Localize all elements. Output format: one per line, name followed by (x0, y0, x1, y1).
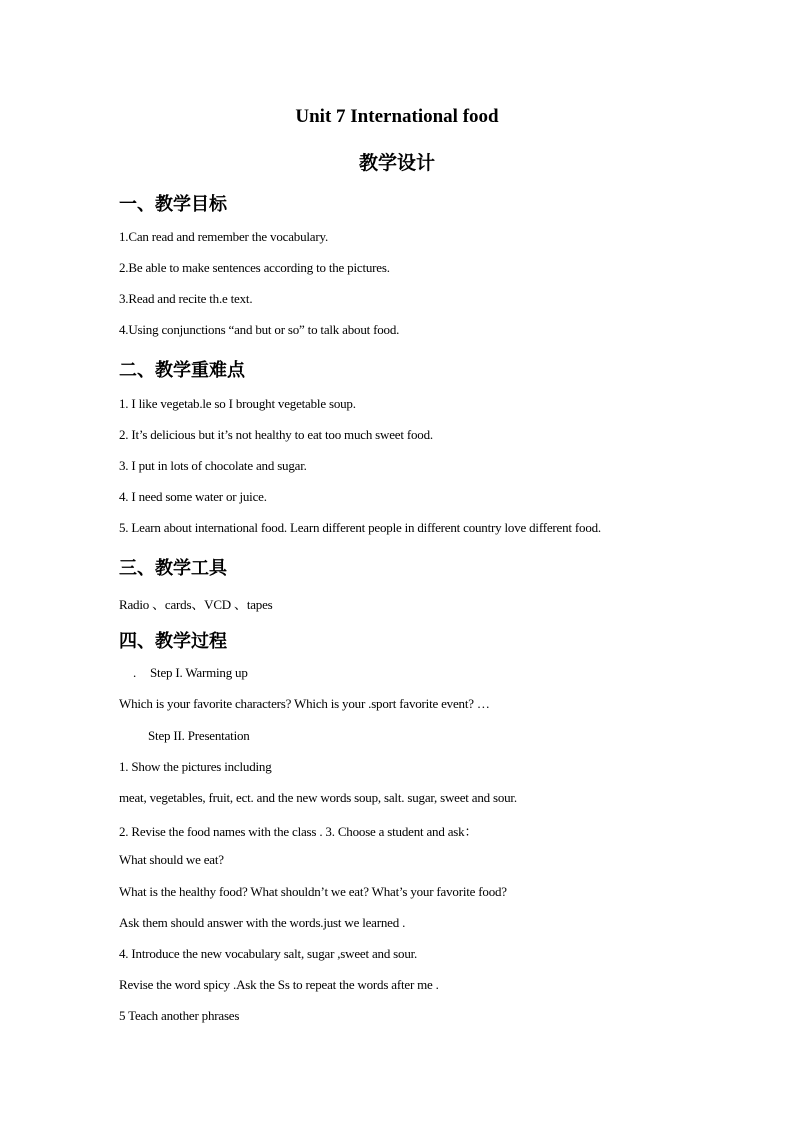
paragraph-line: meat, vegetables, fruit, ect. and the new words soup, salt. sugar, sweet and sour. (119, 790, 517, 805)
step-bullet: . (133, 665, 137, 680)
section-heading-key-points: 二、教学重难点 (119, 360, 245, 381)
paragraph-line: 5 Teach another phrases (119, 1008, 240, 1023)
section-heading-process: 四、教学过程 (119, 631, 227, 652)
step-title: Step II. Presentation (148, 728, 250, 743)
objective-item: 3.Read and recite th.e text. (119, 291, 253, 306)
key-point-item: 2. It’s delicious but it’s not healthy to eat too much sweet food. (119, 427, 433, 442)
paragraph-line: What is the healthy food? What shouldn’t we eat? What’s your favorite food? (119, 884, 507, 899)
objective-item: 4.Using conjunctions “and but or so” to talk about food. (119, 322, 400, 337)
key-point-item: 3. I put in lots of chocolate and sugar. (119, 458, 307, 473)
key-point-item: 5. Learn about international food. Learn different people in different country love different food. (119, 520, 601, 535)
paragraph-line: Ask them should answer with the words.just we learned . (119, 915, 406, 930)
paragraph-line: 4. Introduce the new vocabulary salt, sugar ,sweet and sour. (119, 946, 418, 961)
tools-text: Radio 、cards、VCD 、tapes (119, 597, 273, 612)
paragraph-line: What should we eat? (119, 852, 224, 867)
key-point-item: 4. I need some water or juice. (119, 489, 267, 504)
objective-item: 1.Can read and remember the vocabulary. (119, 229, 329, 244)
paragraph-line: 1. Show the pictures including (119, 759, 272, 774)
document-title: Unit 7 International food (295, 106, 499, 127)
step-title: Step I. Warming up (150, 665, 248, 680)
section-heading-objectives: 一、教学目标 (119, 194, 227, 215)
paragraph-line: Which is your favorite characters? Which is your .sport favorite event? … (119, 696, 490, 711)
key-point-item: 1. I like vegetab.le so I brought vegetable soup. (119, 396, 356, 411)
paragraph-line: Revise the word spicy .Ask the Ss to repeat the words after me . (119, 977, 439, 992)
document-subtitle: 教学设计 (358, 152, 435, 174)
paragraph-line: 2. Revise the food names with the class . 3. Choose a student and ask： (119, 824, 478, 839)
section-heading-tools: 三、教学工具 (119, 558, 227, 579)
objective-item: 2.Be able to make sentences according to the pictures. (119, 260, 390, 275)
